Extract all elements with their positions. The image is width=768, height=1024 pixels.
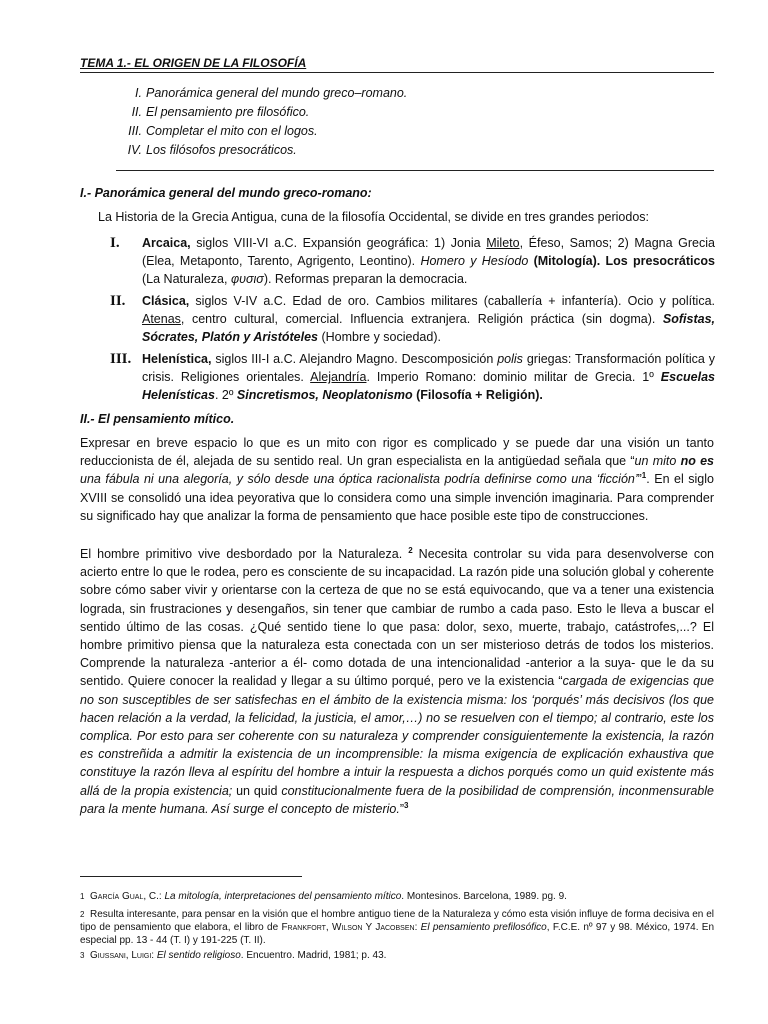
section-heading: II.- El pensamiento mítico. [80,412,235,426]
table-of-contents [100,84,700,160]
footnote-ref[interactable]: 1 [641,471,647,481]
period-numeral: III. [110,351,132,367]
footnote-ref[interactable]: 3 [404,800,409,810]
toc-item: III. Completar el mito con el logos. [128,124,318,138]
toc-item: II. El pensamiento pre filosófico. [131,105,310,119]
section-intro: La Historia de la Grecia Antigua, cuna de la filosofía Occidental, se divide en tres grandes periodos: [98,210,650,224]
period-item [110,234,715,288]
footnote-divider [80,876,302,877]
paragraph: Expresar en breve espacio lo que es un mito con rigor es complicado y se puede dar una visión un tanto reduccionista de él, alejada de su sentido real. Un gran especialista en la antigüedad señala que “un mito no es una fábula ni una alegoría, y sólo desde una óptica racionalista podría definirse como una ‘ficción’”$^1$. En el siglo XVIII se consolidó una idea peyorativa que lo considera como una simple invención imaginaria. Para comprender su significado hay que analizar la forma de pensamiento que hace posible este tipo de construcciones. [80,436,714,523]
footnote: 2 Resulta interesante, para pensar en la visión que el hombre antiguo tiene de la Naturaleza y cómo esta visión influye de forma decisiva en el tipo de pensamiento que elabora, el libro de Frankfort, Wilson Y Jacobsen: El pensamiento prefilosófico, F.C.E. nº 97 y 98. México, 1974. En especial pp. 13 - 44 (T. I) y 191-225 (T. II). [80,909,715,946]
page-title: TEMA 1.- EL ORIGEN DE LA FILOSOFÍA [80,56,714,73]
period-text: Helenística, siglos III-I a.C. Alejandro Magno. Descomposición polis griegas: Transformación política y crisis. Religiones orientales. Alejandría. Imperio Romano: dominio militar de Grecia. 1º Escuelas Helenísticas. 2º Sincretismos, Neoplatonismo (Filosofía + Religión). [142,352,715,402]
period-numeral: I. [110,235,120,251]
divider [116,170,714,171]
period-numeral: II. [110,293,126,309]
period-list [110,234,715,408]
footnote-ref[interactable]: 2 [408,545,413,555]
paragraph: El hombre primitivo vive desbordado por la Naturaleza. $^2$ Necesita controlar su vida para desenvolverse con acierto entre lo que le rodea, pero es consciente de su incapacidad. La razón pide una solución global y coherente sobre cómo saber vivir y orientarse con la certeza de que no se está equivocando, que va a tener una existencia lograda, sin frustraciones y desengaños, sin tener que cambiar de rumbo a cada paso. Esto le lleva a buscar el sentido último de las cosas. ¿Qué sentido tiene lo que pasa: dolor, sexo, muerte, trabajo, catástrofes,...? El hombre primitivo piensa que la naturaleza esta conectada con un ser misterioso detrás de todos los misterios. Comprende la naturaleza -anterior a él- como dotada de una intencionalidad -anterior a la suya- que le da su sentido. Quiere conocer la realidad y llegar a su último porqué, pero ve la existencia “cargada de exigencias que no son susceptibles de ser satisfechas en el ámbito de la existencia misma: los ‘porqués’ más decisivos (los que hacen relación a la verdad, la felicidad, la justicia, el amor,…) no se resuelven con el tiempo; al contrario, este los complica. Por esto para ser coherente con su naturaleza y comprender consiguientemente la existencia, la razón es constreñida a admitir la existencia de un incomprensible: la misma exigencia de explicación exhaustiva que constituye la razón lleva al espíritu del hombre a intuir la respuesta a dichos porqués como un quid existente más allá de la propia existencia; un quid constitucionalmente fuera de la posibilidad de comprensión, inconmensurable para la mente humana. Así surge el concepto de misterio.”$^3$ [80,545,714,816]
period-item [110,292,715,346]
period-text: Clásica, siglos V-IV a.C. Edad de oro. Cambios militares (caballería + infantería). Ocio y política. Atenas, centro cultural, comercial. Influencia extranjera. Religión práctica (sin dogma). Sofistas, Sócrates, Platón y Aristóteles (Hombre y sociedad). [142,294,715,344]
toc-item: I. Panorámica general del mundo greco–romano. [135,86,408,100]
footnote: 3 Giussani, Luigi: El sentido religioso. Encuentro. Madrid, 1981; p. 43. [80,950,387,961]
period-item [110,350,715,404]
toc-item: IV. Los filósofos presocráticos. [127,143,297,157]
period-text: Arcaica, siglos VIII-VI a.C. Expansión geográfica: 1) Jonia Mileto, Éfeso, Samos; 2) Magna Grecia (Elea, Metaponto, Tarento, Agrigento, Leontino). Homero y Hesíodo (Mitología). Los presocráticos (La Naturaleza, φυσισ). Reformas preparan la democracia. [142,236,715,286]
footnote: 1 García Gual, C.: La mitología, interpretaciones del pensamiento mítico. Montesinos. Barcelona, 1989. pg. 9. [80,891,567,902]
section-heading: I.- Panorámica general del mundo greco-romano: [80,186,372,200]
